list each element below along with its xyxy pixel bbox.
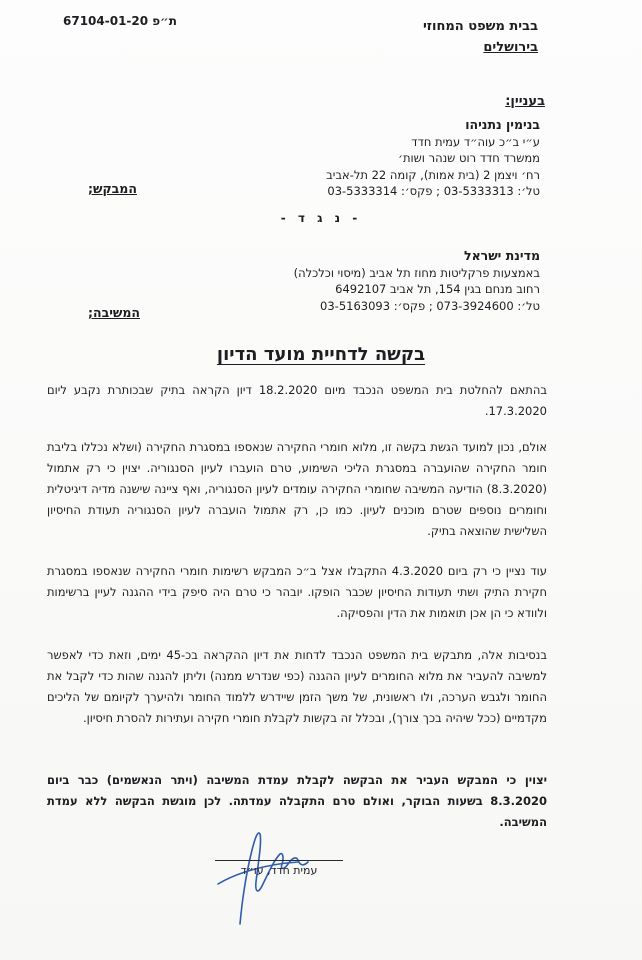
paragraph-3: עוד נציין כי רק ביום 4.3.2020 התקבלו אצל ב״כ המבקש רשימות חומרי החקירה שנאספו במסגרת חקירת התיק ושתי תעודות החיסיון שכבר הופקו. יובהר כי טרם היה סיפק בידי ההגנה לעיין ברשימות ולוודא כי הן אכן תואמות את הדין והפסיקה. — [47, 564, 547, 620]
applicant-name: בנימין נתניהו — [465, 117, 540, 132]
applicant-firm: ממשרד חדד רוט שנהר ושות׳ — [398, 151, 540, 165]
court-city: בירושלים — [483, 40, 538, 55]
paragraph-4: בנסיבות אלה, מתבקש בית המשפט הנכבד לדחות את דיון ההקראה בכ-45 ימים, וזאת כדי לאפשר למשיבה להעביר את מלוא החומרים לעיון ההגנה (כפי שנדרש ממנה) וליתן להגנה שהות כדי לקבל את החומר ולגבש הערכה, ולו ראשונית, של משך הזמן שיידרש ללמוד החומר ולהיערך לקיומם של הליכים מקדמיים (ככל שיהיה בכך צורך), ובכלל זה בקשות לקבלת חומרי חקירה ועתירות להסרת חיסיון. — [47, 648, 547, 725]
paragraph-5: יצוין כי המבקש העביר את הבקשה לקבלת עמדת המשיבה (ויתר הנאשמים) כבר ביום 8.3.2020 בשעות הבוקר, ואולם טרם התקבלה עמדתה. לכן מוגשת הבקשה ללא עמדת המשיבה. — [47, 773, 547, 829]
signature-name: עמית חדד, עו״ד — [240, 864, 318, 877]
paragraph-2: אולם, נכון למועד הגשת בקשה זו, מלוא חומרי החקירה שנאספו במסגרת החקירה (ושלא נכללו בליבת חומר החקירה שהועברה במסגרת הליכי השימוע, טרם הועברו לעיון הסנגוריה. יצוין כי רק אתמול (8.3.2020) הודיעה המשיבה שחומרי החקירה עומדים לעיון הסנגוריה, ואף ציינה שישנה מדיה דיגיטלית וחומרים נוספים שטרם מוכנים לעיון. כמו כן, רק אתמול הועברה לעיון הסנגוריה תעודת החיסיון השלישית שהוצאה בתיק. — [47, 440, 547, 538]
respondent-address: רחוב מנחם בגין 154, תל אביב 6492107 — [335, 282, 540, 296]
document-title — [0, 344, 642, 365]
applicant-phone: טל׳: 03-5333313 ; פקס׳: 03-5333314 — [327, 184, 540, 198]
respondent-block — [294, 248, 540, 314]
applicant-role: המבקש; — [88, 181, 137, 196]
respondent-phone: טל׳: 073-3924600 ; פקס׳: 03-5163093 — [320, 298, 540, 313]
respondent-role: המשיבה; — [88, 305, 141, 320]
case-number: ת״פ 67104-01-20 — [63, 14, 177, 28]
applicant-block — [326, 117, 540, 200]
paragraph-1: בהתאם להחלטת בית המשפט הנכבד מיום 18.2.2020 דיון הקראה בתיק שבכותרת נקבע ליום 17.3.2020. — [47, 383, 548, 418]
versus-divider: - נ ג ד - — [280, 211, 362, 225]
court-name: בבית משפט המחוזי — [422, 19, 538, 34]
in-the-matter-label: בעניין: — [505, 94, 545, 109]
applicant-counsel: ע״י ב״כ עוה״ד עמית חדד — [411, 134, 540, 149]
applicant-address: רח׳ ויצמן 2 (בית אמות), קומה 22 תל-אביב — [326, 167, 540, 182]
document-title-text: בקשה לדחיית מועד הדיון — [216, 344, 426, 365]
signature-line — [215, 860, 343, 861]
respondent-name: מדינת ישראל — [464, 248, 540, 263]
respondent-representation: באמצעות פרקליטות מחוז תל אביב (מיסוי וכלכלה) — [293, 265, 540, 280]
